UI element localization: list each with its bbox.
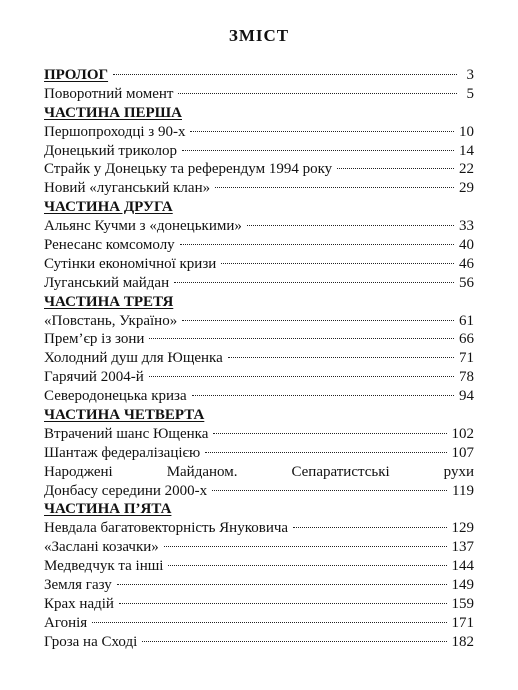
part-heading-5: ЧАСТИНА П’ЯТА (44, 501, 172, 518)
toc-entry-label: Земля газу (44, 577, 112, 594)
toc-entry-page: 56 (459, 274, 474, 291)
dot-leader (192, 395, 454, 396)
toc-entry-label: «Повстань, Україно» (44, 312, 178, 329)
dot-leader (117, 584, 447, 585)
dot-leader (182, 150, 454, 151)
table-of-contents (44, 66, 474, 652)
word: Майданом. (166, 463, 238, 480)
toc-entry-label: Гарячий 2004-й (44, 369, 144, 386)
dot-leader (213, 433, 446, 434)
toc-entry-label: Донбасу середини 2000-х (44, 482, 208, 499)
toc-entry[interactable] (44, 312, 474, 331)
part-heading-1: ЧАСТИНА ПЕРША (44, 104, 182, 121)
toc-entry-wrapped-line2[interactable] (44, 482, 474, 501)
toc-entry-page: 129 (451, 520, 474, 537)
toc-entry-label: Альянс Кучми з «донецькими» (44, 218, 242, 235)
toc-entry[interactable] (44, 330, 474, 349)
dot-leader (168, 565, 446, 566)
toc-entry[interactable] (44, 519, 474, 538)
toc-entry-page: 159 (451, 595, 474, 612)
toc-entry-page: 14 (459, 142, 474, 159)
toc-entry[interactable] (44, 368, 474, 387)
toc-entry-page: 182 (451, 633, 474, 650)
toc-entry-label: Медведчук та інші (44, 558, 164, 575)
dot-leader (205, 452, 446, 453)
dot-leader (180, 244, 454, 245)
toc-entry-label: Северодонецька криза (44, 388, 187, 405)
toc-entry-page: 40 (459, 237, 474, 254)
dot-leader (149, 376, 454, 377)
dot-leader (149, 338, 454, 339)
toc-entry[interactable] (44, 274, 474, 293)
dot-leader (293, 527, 446, 528)
toc-entry-wrapped-line1[interactable] (44, 463, 474, 482)
toc-entry-label: Холодний душ для Ющенка (44, 350, 223, 367)
toc-entry-page: 5 (466, 85, 474, 102)
toc-entry-page: 78 (459, 369, 474, 386)
toc-entry-page: 149 (451, 577, 474, 594)
toc-entry[interactable] (44, 217, 474, 236)
toc-entry-label: Першопроходці з 90-х (44, 123, 186, 140)
page-title: ЗМІСТ (228, 26, 290, 45)
part-heading-2: ЧАСТИНА ДРУГА (44, 199, 173, 216)
toc-entry-page: 144 (451, 558, 474, 575)
toc-entry[interactable] (44, 255, 474, 274)
toc-entry[interactable] (44, 614, 474, 633)
dot-leader (228, 357, 454, 358)
dot-leader (142, 641, 446, 642)
toc-entry-page: 119 (452, 482, 474, 499)
toc-entry-page: 71 (459, 350, 474, 367)
toc-entry-label: Новий «луганський клан» (44, 180, 211, 197)
toc-entry-page: 61 (459, 312, 474, 329)
toc-entry-page: 22 (459, 161, 474, 178)
toc-entry[interactable] (44, 236, 474, 255)
toc-entry-page: 137 (451, 539, 474, 556)
toc-entry-page: 66 (459, 331, 474, 348)
dot-leader (182, 320, 454, 321)
dot-leader (337, 168, 454, 169)
dot-leader (178, 93, 457, 94)
toc-entry-label: Шантаж федералізацією (44, 444, 201, 461)
toc-entry[interactable] (44, 444, 474, 463)
dot-leader (119, 603, 447, 604)
dot-leader (113, 74, 457, 75)
toc-entry-label: Сутінки економічної кризи (44, 255, 217, 272)
toc-entry[interactable] (44, 633, 474, 652)
word: Народжені (44, 463, 113, 480)
toc-entry-page: 29 (459, 180, 474, 197)
toc-entry-page: 171 (451, 614, 474, 631)
toc-entry-page: 3 (466, 67, 474, 83)
toc-entry[interactable] (44, 142, 474, 161)
toc-entry-label: «Заслані козачки» (44, 539, 159, 556)
toc-entry-label: Ренесанс комсомолу (44, 237, 175, 254)
word: рухи (443, 463, 474, 480)
toc-entry-label: Крах надій (44, 595, 114, 612)
dot-leader (212, 490, 447, 491)
dot-leader (247, 225, 454, 226)
toc-entry-page: 107 (451, 444, 474, 461)
toc-entry[interactable] (44, 576, 474, 595)
toc-entry[interactable] (44, 557, 474, 576)
part-heading-3: ЧАСТИНА ТРЕТЯ (44, 293, 174, 310)
toc-entry-page: 102 (451, 425, 474, 442)
toc-entry[interactable] (44, 160, 474, 179)
toc-entry[interactable] (44, 179, 474, 198)
toc-entry-prologue[interactable] (44, 66, 474, 85)
toc-entry[interactable] (44, 387, 474, 406)
toc-entry[interactable] (44, 595, 474, 614)
part-heading-4: ЧАСТИНА ЧЕТВЕРТА (44, 407, 205, 424)
dot-leader (164, 546, 447, 547)
toc-entry-label: Агонія (44, 614, 88, 631)
toc-entry[interactable] (44, 538, 474, 557)
dot-leader (174, 282, 454, 283)
toc-entry-label: Поворотний момент (44, 85, 174, 102)
toc-entry-page: 33 (459, 218, 474, 235)
toc-entry[interactable] (44, 123, 474, 142)
dot-leader (221, 263, 454, 264)
toc-entry-label: Луганський майдан (44, 274, 170, 291)
dot-leader (92, 622, 446, 623)
toc-entry[interactable] (44, 425, 474, 444)
toc-entry-label: Втрачений шанс Ющенка (44, 425, 209, 442)
toc-entry-page: 10 (459, 123, 474, 140)
word: Сепаратистські (291, 463, 390, 480)
dot-leader (215, 187, 454, 188)
toc-entry-turning-point[interactable] (44, 85, 474, 104)
toc-entry-label: Прем’єр із зони (44, 331, 145, 348)
toc-entry-label: Страйк у Донецьку та референдум 1994 року (44, 161, 333, 178)
toc-entry-label: ПРОЛОГ (44, 67, 109, 83)
toc-entry-label: Невдала багатовекторність Януковича (44, 520, 289, 537)
toc-entry[interactable] (44, 349, 474, 368)
toc-entry-page: 94 (459, 388, 474, 405)
toc-entry-page: 46 (459, 255, 474, 272)
toc-entry-label: Гроза на Сході (44, 633, 138, 650)
dot-leader (190, 131, 454, 132)
toc-entry-label: Донецький триколор (44, 142, 177, 159)
